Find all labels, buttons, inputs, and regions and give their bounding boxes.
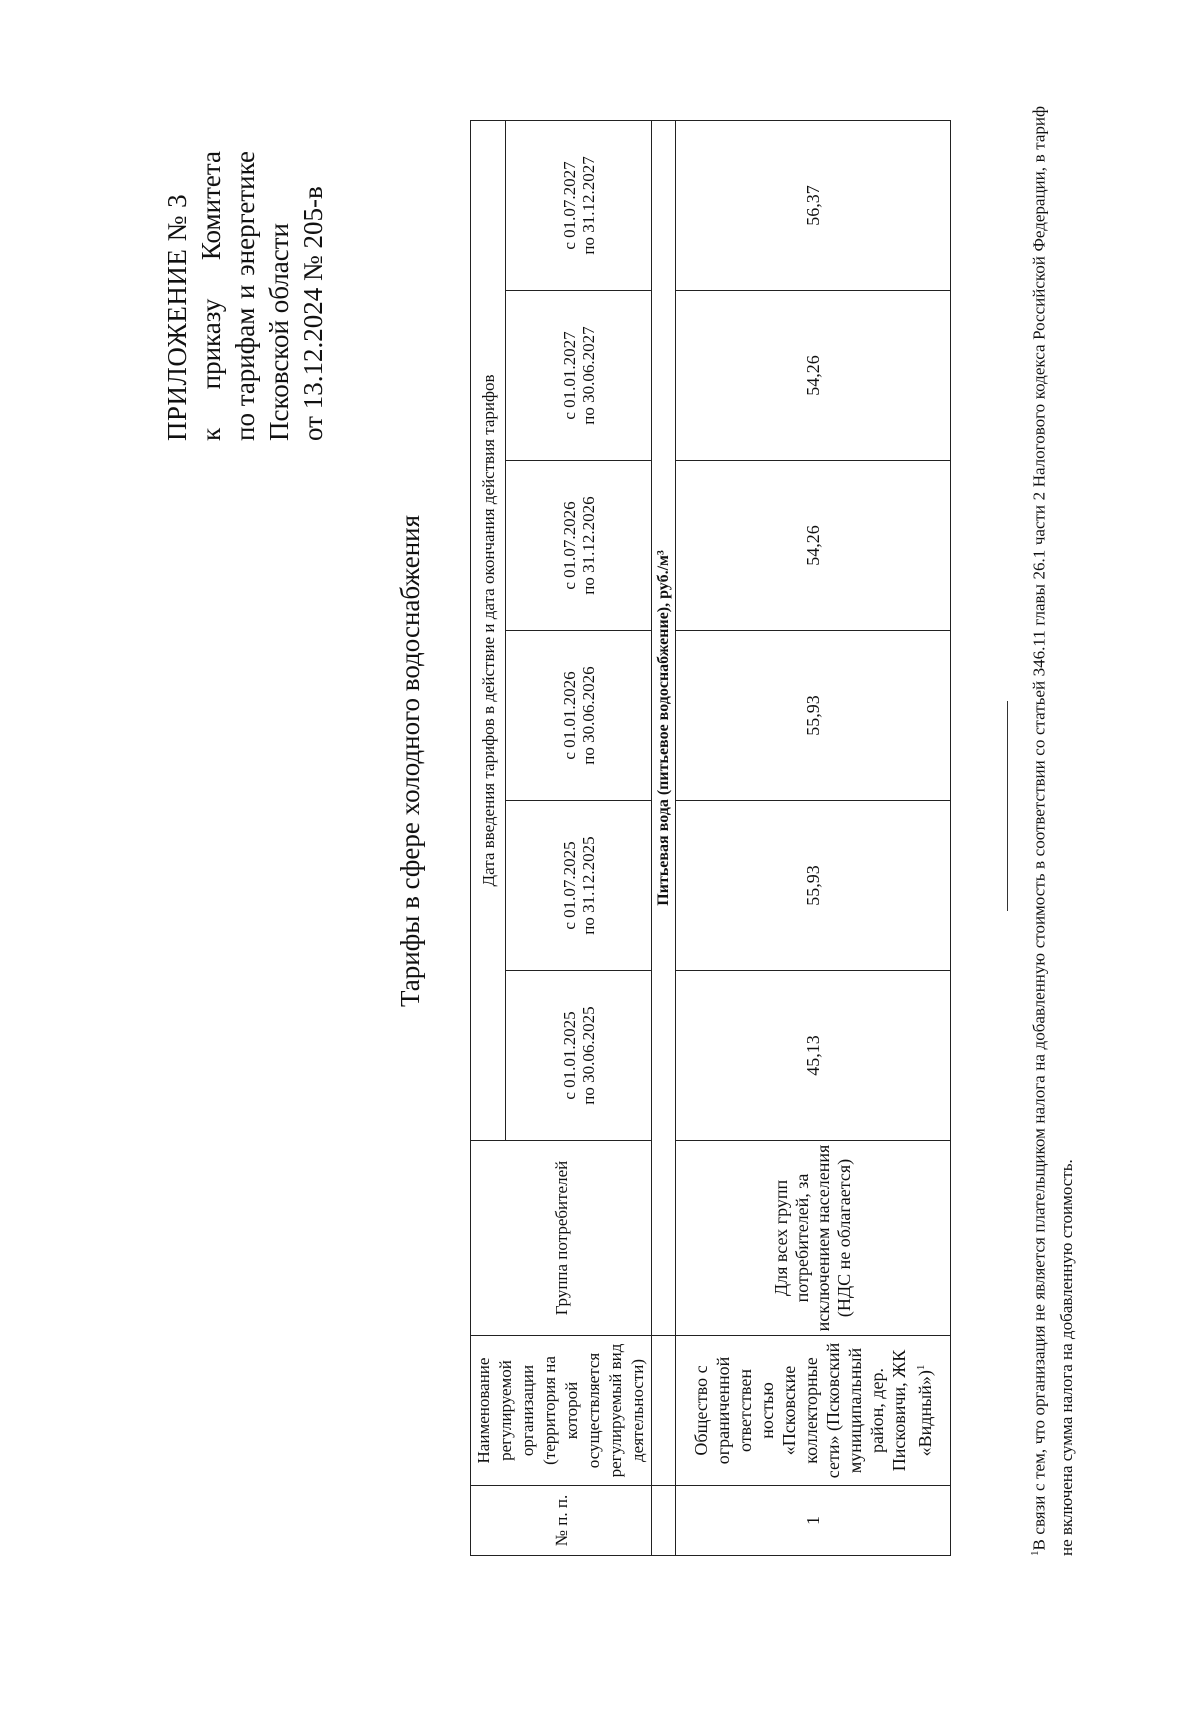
period-header: с 01.01.2025 по 30.06.2025 bbox=[506, 971, 652, 1141]
footnote-divider bbox=[1007, 701, 1008, 911]
tariff-value: 56,37 bbox=[676, 120, 951, 290]
annex-header bbox=[160, 151, 330, 441]
period-header: с 01.01.2026 по 30.06.2026 bbox=[506, 631, 652, 801]
table-row bbox=[676, 120, 951, 1555]
annex-line-4: Псковской области bbox=[264, 222, 294, 441]
footnote bbox=[1022, 106, 1080, 1556]
consumer-group: Для всех групп потребителей, за исключением населения (НДС не облагается) bbox=[676, 1141, 951, 1336]
tariff-value: 45,13 bbox=[676, 971, 951, 1141]
annex-title: ПРИЛОЖЕНИЕ № 3 bbox=[162, 193, 192, 441]
section-row bbox=[652, 120, 676, 1555]
header-org: Наименование регулируемой организации (территория на которой осуществляется регулируемый вид деятельности) bbox=[471, 1336, 652, 1486]
tariff-value: 54,26 bbox=[676, 291, 951, 461]
tariff-table bbox=[470, 120, 951, 1556]
period-header: с 01.01.2027 по 30.06.2027 bbox=[506, 291, 652, 461]
annex-line-3: по тарифам и энергетике bbox=[230, 151, 260, 441]
annex-line-2: к приказу Комитета bbox=[196, 151, 226, 441]
header-dates: Дата введения тарифов в действие и дата окончания действия тарифов bbox=[471, 120, 506, 1140]
tariff-value: 54,26 bbox=[676, 461, 951, 631]
footnote-mark: 1 bbox=[1029, 1550, 1041, 1556]
period-header: с 01.07.2027 по 31.12.2027 bbox=[506, 120, 652, 290]
section-label: Питьевая вода (питьевое водоснабжение), руб./м³ bbox=[652, 120, 676, 1335]
footnote-text: В связи с тем, что организация не является плательщиком налога на добавленную стоимость в соответствии со статьей 346.11 главы 26.1 части 2 Налогового кодекса Российской Федерации, в тариф не включена сумма налога на добавленную стоимость. bbox=[1029, 106, 1076, 1556]
header-num: № п. п. bbox=[471, 1486, 652, 1556]
annex-line-5: от 13.12.2024 № 205-в bbox=[298, 186, 328, 441]
org-name: Общество с ограниченной ответствен ностью «Псковские коллекторные сети» (Псковский муниципальный район, дер. Писковичи, ЖК «Видный»)$^1$ bbox=[676, 1336, 951, 1486]
tariff-value: 55,93 bbox=[676, 631, 951, 801]
document-title: Тарифы в сфере холодного водоснабжения bbox=[395, 514, 425, 1008]
period-header: с 01.07.2025 по 31.12.2025 bbox=[506, 801, 652, 971]
header-group: Группа потребителей bbox=[471, 1141, 652, 1336]
header-row-1 bbox=[471, 120, 506, 1555]
period-header: с 01.07.2026 по 31.12.2026 bbox=[506, 461, 652, 631]
tariff-value: 55,93 bbox=[676, 801, 951, 971]
row-number: 1 bbox=[676, 1486, 951, 1556]
